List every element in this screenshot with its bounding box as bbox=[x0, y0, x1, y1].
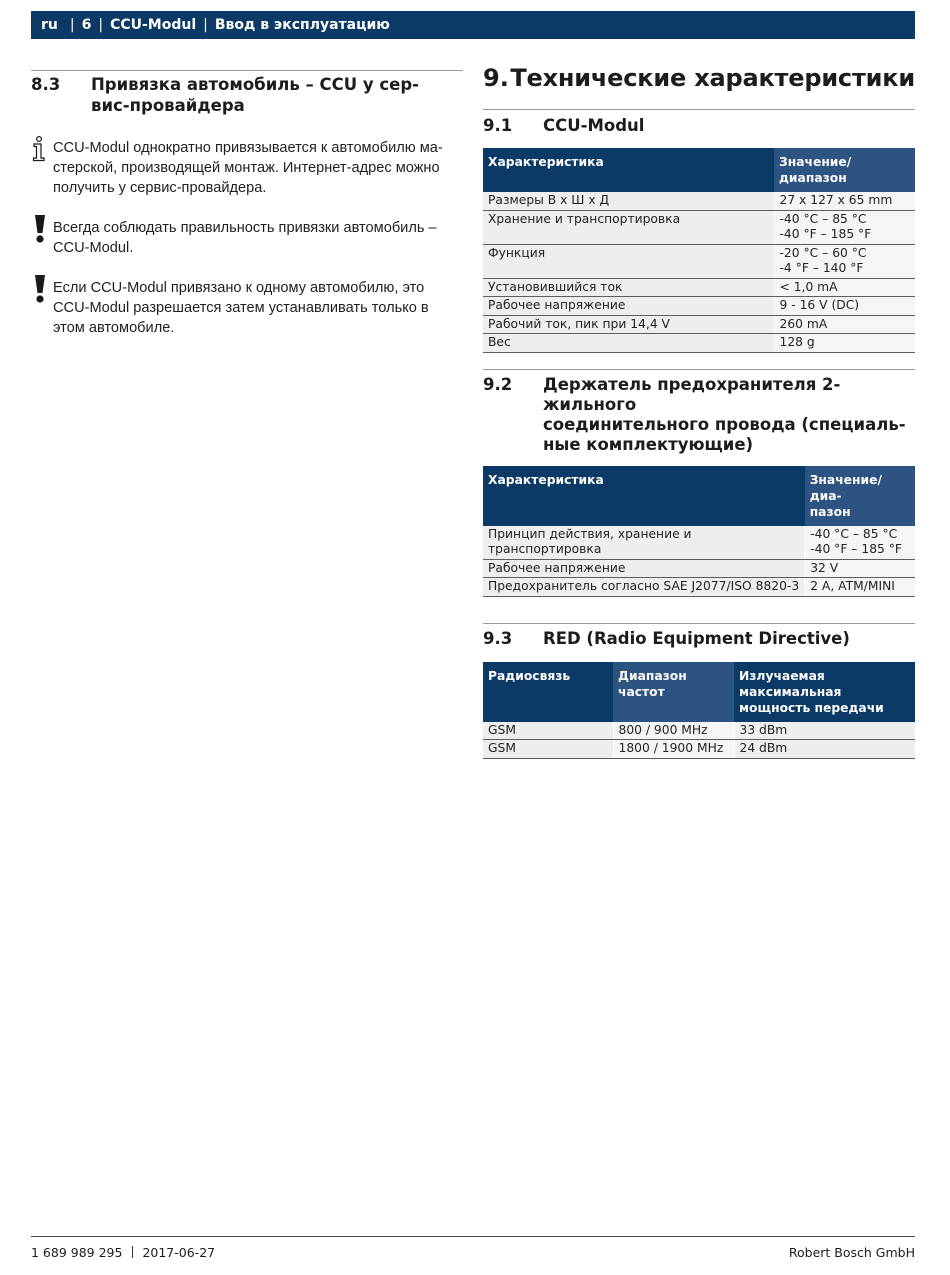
section-9-3-heading bbox=[483, 623, 915, 649]
table-cell: Рабочее напряжение bbox=[483, 559, 805, 578]
note-line: получить у сервис-провайдера. bbox=[53, 180, 267, 196]
table-cell: 27 x 127 x 65 mm bbox=[774, 192, 915, 210]
section-9-1-heading bbox=[483, 116, 915, 136]
header-line: пазон bbox=[809, 504, 851, 519]
table-cell: Размеры В x Ш x Д bbox=[483, 192, 774, 210]
document-number: 1 689 989 295 bbox=[31, 1245, 123, 1260]
column-header: Характеристика bbox=[483, 148, 774, 192]
note-line: CCU-Modul. bbox=[53, 240, 134, 256]
table-row bbox=[483, 297, 915, 316]
fuse-holder-specs-table bbox=[483, 466, 915, 597]
section-divider bbox=[31, 70, 463, 71]
warning-icon bbox=[33, 274, 47, 310]
section-8-3-heading bbox=[31, 74, 463, 116]
warning-note bbox=[31, 218, 463, 258]
ccu-specs-table bbox=[483, 148, 915, 353]
section-9-2-heading bbox=[483, 369, 915, 455]
table-header-row bbox=[483, 148, 915, 192]
header-separator: | bbox=[69, 17, 75, 33]
header-chapter: Ввод в эксплуатацию bbox=[214, 17, 390, 33]
section-title-line: ные комплектующие) bbox=[543, 434, 754, 454]
table-cell bbox=[805, 526, 915, 560]
table-row bbox=[483, 278, 915, 297]
table-row bbox=[483, 315, 915, 334]
chapter-title: Технические характеристики bbox=[510, 64, 915, 92]
table-cell: GSM bbox=[483, 740, 613, 759]
section-number: 8.3 bbox=[31, 75, 61, 94]
note-text bbox=[53, 278, 463, 338]
table-cell: 260 mA bbox=[774, 315, 915, 334]
cell-line: -40 °C – 85 °C bbox=[810, 526, 898, 541]
page-header bbox=[31, 11, 915, 39]
table-cell: Рабочее напряжение bbox=[483, 297, 774, 316]
header-line: Значение/диа- bbox=[809, 472, 882, 503]
note-line: CCU-Modul разрешается затем устанавливать только в bbox=[53, 300, 429, 316]
section-number: 9.2 bbox=[483, 374, 513, 394]
column-header: Диапазон частот bbox=[613, 662, 734, 722]
table-cell: < 1,0 mA bbox=[774, 278, 915, 297]
header-page-number: 6 bbox=[81, 17, 92, 33]
right-column bbox=[483, 64, 915, 759]
company-name: Robert Bosch GmbH bbox=[788, 1245, 915, 1260]
note-line: Всегда соблюдать правильность привязки автомобиль – bbox=[53, 220, 437, 236]
table-cell: 800 / 900 MHz bbox=[613, 722, 734, 740]
column-header bbox=[805, 466, 915, 526]
section-title-line: вис-провайдера bbox=[91, 96, 245, 115]
table-row bbox=[483, 578, 915, 597]
section-title-line: Держатель предохранителя 2-жильного bbox=[543, 374, 841, 414]
table-row bbox=[483, 244, 915, 278]
section-title-line: соединительного провода (специаль- bbox=[543, 414, 906, 434]
table-cell: Принцип действия, хранение и транспортировка bbox=[483, 526, 805, 560]
section-title-line: Привязка автомобиль – CCU у сер- bbox=[91, 75, 420, 94]
table-row bbox=[483, 722, 915, 740]
cell-line: -40 °F – 185 °F bbox=[779, 227, 872, 241]
table-cell bbox=[774, 244, 915, 278]
page-footer bbox=[31, 1236, 915, 1260]
table-cell: 1800 / 1900 MHz bbox=[613, 740, 734, 759]
section-number: 9.3 bbox=[483, 628, 513, 648]
table-cell: Рабочий ток, пик при 14,4 V bbox=[483, 315, 774, 334]
table-row bbox=[483, 559, 915, 578]
cell-line: -40 °F – 185 °F bbox=[810, 542, 902, 556]
header-separator: | bbox=[98, 17, 104, 33]
section-number: 9.1 bbox=[483, 116, 513, 135]
cell-line: -4 °F – 140 °F bbox=[779, 261, 864, 275]
left-column bbox=[31, 70, 463, 338]
document-date: 2017-06-27 bbox=[142, 1245, 216, 1260]
info-icon bbox=[31, 136, 47, 162]
section-title: RED (Radio Equipment Directive) bbox=[543, 628, 850, 648]
cell-line: -40 °C – 85 °C bbox=[779, 211, 867, 226]
table-cell: Вес bbox=[483, 334, 774, 353]
table-cell: 33 dBm bbox=[734, 722, 915, 740]
column-header: Значение/диапазон bbox=[774, 148, 915, 192]
table-row bbox=[483, 210, 915, 244]
table-cell: Функция bbox=[483, 244, 774, 278]
header-line: мощность передачи bbox=[739, 700, 884, 715]
table-cell: 2 A, ATM/MINI bbox=[805, 578, 915, 597]
info-note bbox=[31, 138, 463, 198]
section-title bbox=[91, 74, 463, 116]
chapter-heading bbox=[483, 64, 915, 110]
note-text bbox=[53, 138, 463, 198]
table-row bbox=[483, 192, 915, 210]
header-lang: ru bbox=[41, 17, 58, 33]
table-row bbox=[483, 526, 915, 560]
note-line: стерской, производящей монтаж. Интернет-адрес можно bbox=[53, 160, 440, 176]
table-row bbox=[483, 334, 915, 353]
note-line: этом автомобиле. bbox=[53, 320, 175, 336]
note-line: CCU-Modul однократно привязывается к автомобилю ма- bbox=[53, 140, 443, 156]
table-cell: Предохранитель согласно SAE J2077/ISO 8820-3 bbox=[483, 578, 805, 597]
table-cell bbox=[774, 210, 915, 244]
table-cell: Хранение и транспортировка bbox=[483, 210, 774, 244]
warning-note bbox=[31, 278, 463, 338]
table-header-row bbox=[483, 466, 915, 526]
header-product: CCU-Modul bbox=[110, 17, 197, 33]
table-cell: 24 dBm bbox=[734, 740, 915, 759]
table-cell: 128 g bbox=[774, 334, 915, 353]
note-text bbox=[53, 218, 463, 258]
table-cell: GSM bbox=[483, 722, 613, 740]
table-cell: Установившийся ток bbox=[483, 278, 774, 297]
section-title bbox=[543, 375, 915, 455]
section-title: CCU-Modul bbox=[543, 116, 645, 135]
chapter-number: 9. bbox=[483, 64, 509, 92]
table-cell: 9 - 16 V (DC) bbox=[774, 297, 915, 316]
column-header bbox=[734, 662, 915, 722]
note-line: Если CCU-Modul привязано к одному автомобилю, это bbox=[53, 280, 425, 296]
header-separator: | bbox=[203, 17, 208, 33]
column-header: Радиосвязь bbox=[483, 662, 613, 722]
header-line: Излучаемая максимальная bbox=[739, 668, 842, 699]
cell-line: -20 °C – 60 °C bbox=[779, 245, 867, 260]
table-row bbox=[483, 740, 915, 759]
table-cell: 32 V bbox=[805, 559, 915, 578]
warning-icon bbox=[33, 214, 47, 250]
column-header: Характеристика bbox=[483, 466, 805, 526]
footer-separator bbox=[132, 1246, 133, 1258]
table-header-row bbox=[483, 662, 915, 722]
radio-equipment-table bbox=[483, 662, 915, 759]
